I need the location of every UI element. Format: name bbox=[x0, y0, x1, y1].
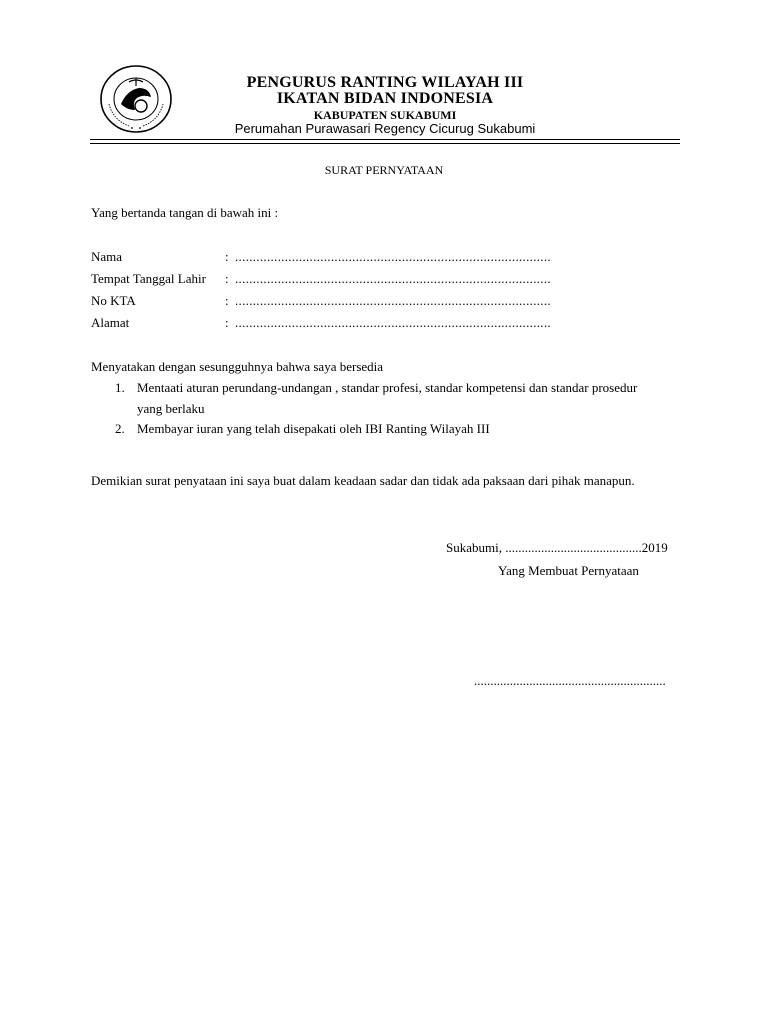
list-item-text: Mentaati aturan perundang-undangan , standar profesi, standar kompetensi dan standar prosedur bbox=[137, 380, 638, 395]
list-item-text-continued: yang berlaku bbox=[137, 401, 205, 416]
field-label-alamat: Alamat bbox=[91, 315, 130, 330]
intro-text: Yang bertanda tangan di bawah ini : bbox=[91, 205, 279, 220]
signature-role: Yang Membuat Pernyataan bbox=[498, 563, 639, 578]
list-item-number: 1. bbox=[115, 380, 125, 395]
field-colon: : bbox=[225, 293, 229, 308]
field-label-tempat-tanggal-lahir: Tempat Tanggal Lahir bbox=[91, 271, 206, 286]
field-blank-nama: ......................................................................................... bbox=[235, 249, 551, 264]
letterhead-org-name: PENGURUS RANTING WILAYAH III bbox=[246, 74, 524, 91]
signature-place-date: Sukabumi, ..........................................2019 bbox=[446, 540, 668, 555]
statement-text: Menyatakan dengan sesungguhnya bahwa saya bersedia bbox=[91, 359, 384, 374]
field-colon: : bbox=[225, 315, 229, 330]
letterhead-regency: KABUPATEN SUKABUMI bbox=[313, 108, 457, 122]
field-blank-alamat: ......................................................................................... bbox=[235, 315, 551, 330]
ibi-emblem-icon bbox=[99, 64, 173, 134]
letterhead-association-name: IKATAN BIDAN INDONESIA bbox=[276, 90, 494, 107]
field-colon: : bbox=[225, 271, 229, 286]
field-colon: : bbox=[225, 249, 229, 264]
list-item-number: 2. bbox=[115, 421, 125, 436]
list-item-text: Membayar iuran yang telah disepakati oleh IBI Ranting Wilayah III bbox=[137, 421, 490, 436]
field-blank-tempat-tanggal-lahir: ......................................................................................... bbox=[235, 271, 551, 286]
field-label-nama: Nama bbox=[91, 249, 123, 264]
letterhead-address: Perumahan Purawasari Regency Cicurug Sukabumi bbox=[234, 121, 536, 136]
letterhead-rule-thin bbox=[90, 143, 680, 144]
letterhead-rule-thick bbox=[90, 139, 680, 140]
document-title: SURAT PERNYATAAN bbox=[324, 163, 444, 177]
closing-text: Demikian surat penyataan ini saya buat dalam keadaan sadar dan tidak ada paksaan dari pihak manapun. bbox=[91, 473, 635, 488]
field-label-no-kta: No KTA bbox=[91, 293, 136, 308]
signature-line: ........................................................... bbox=[474, 673, 666, 688]
field-blank-no-kta: ......................................................................................... bbox=[235, 293, 551, 308]
